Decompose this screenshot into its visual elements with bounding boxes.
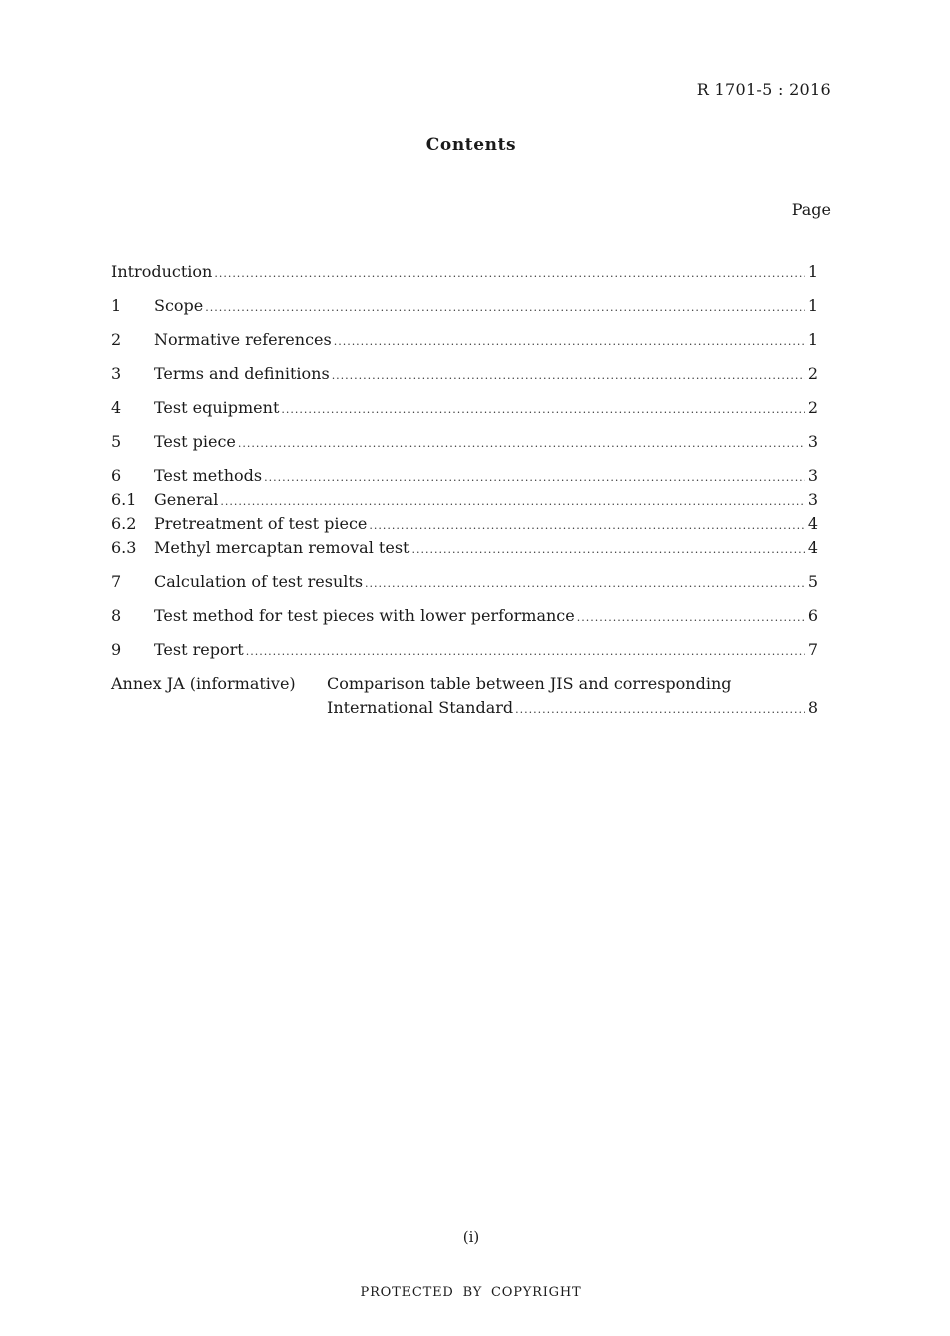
toc-entry-general[interactable] (111, 489, 818, 511)
dot-leader (369, 515, 804, 537)
dot-leader (334, 331, 805, 353)
dot-leader (264, 467, 805, 489)
toc-entry-title: Test piece (154, 432, 236, 451)
dot-leader (411, 539, 804, 561)
toc-entry-test-report[interactable] (111, 639, 818, 661)
dot-leader (281, 399, 804, 421)
toc-entry-number: 7 (111, 572, 122, 591)
toc-entry-title: Methyl mercaptan removal test (154, 538, 410, 557)
toc-entry-test-piece[interactable] (111, 431, 818, 453)
toc-entry-title: Introduction (111, 262, 213, 281)
toc-entry-page: 1 (807, 330, 818, 349)
toc-entry-page: 2 (807, 398, 818, 417)
toc-entry-page: 4 (807, 538, 818, 557)
toc-entry-number: 5 (111, 432, 122, 451)
toc-entry-title: Test method for test pieces with lower performance (154, 606, 575, 625)
page-column-label: Page (791, 200, 831, 219)
toc-entry-page: 2 (807, 364, 818, 383)
toc-entry-normative-references[interactable] (111, 329, 818, 351)
dot-leader (214, 263, 804, 285)
page-title: Contents (425, 135, 517, 155)
toc-entry-page: 3 (807, 490, 818, 509)
toc-entry-test-equipment[interactable] (111, 397, 818, 419)
toc-entry-number: 6 (111, 466, 122, 485)
dot-leader (332, 365, 805, 387)
annex-label: Annex JA (informative) (111, 674, 296, 693)
toc-entry-title: Normative references (154, 330, 332, 349)
annex-title-line2: International Standard (327, 698, 514, 717)
dot-leader (238, 433, 805, 455)
toc-entry-page: 3 (807, 432, 818, 451)
toc-entry-test-method-lower-performance[interactable] (111, 605, 818, 627)
page-number: (i) (462, 1228, 480, 1246)
toc-entry-number: 6.1 (111, 490, 137, 509)
toc-entry-title: General (154, 490, 219, 509)
dot-leader (220, 491, 804, 513)
toc-entry-page: 4 (807, 514, 818, 533)
copyright-notice: PROTECTED BY COPYRIGHT (360, 1285, 582, 1300)
toc-entry-title: Scope (154, 296, 204, 315)
toc-entry-page: 1 (807, 262, 818, 281)
toc-entry-number: 9 (111, 640, 122, 659)
toc-entry-number: 6.2 (111, 514, 137, 533)
toc-entry-number: 8 (111, 606, 122, 625)
dot-leader (515, 699, 805, 721)
toc-entry-page: 3 (807, 466, 818, 485)
toc-entry-number: 3 (111, 364, 122, 383)
toc-entry-title: Calculation of test results (154, 572, 364, 591)
dot-leader (246, 641, 805, 663)
toc-entry-terms-and-definitions[interactable] (111, 363, 818, 385)
toc-entry-number: 6.3 (111, 538, 137, 557)
toc-entry-pretreatment-of-test-piece[interactable] (111, 513, 818, 535)
toc-entry-number: 2 (111, 330, 122, 349)
toc-entry-calculation-of-test-results[interactable] (111, 571, 818, 593)
toc-entry-methyl-mercaptan-removal-test[interactable] (111, 537, 818, 559)
toc-entry-page: 8 (807, 698, 818, 717)
toc-entry-title: Pretreatment of test piece (154, 514, 368, 533)
toc-entry-page: 6 (807, 606, 818, 625)
dot-leader (205, 297, 805, 319)
toc-entry-page: 1 (807, 296, 818, 315)
toc-entry-introduction[interactable] (111, 261, 818, 283)
toc-entry-title: Test equipment (154, 398, 280, 417)
dot-leader (365, 573, 805, 595)
toc-entry-title: Test report (154, 640, 244, 659)
toc-entry-title: Terms and definitions (154, 364, 330, 383)
toc-entry-title: Test methods (154, 466, 263, 485)
toc-entry-page: 7 (807, 640, 818, 659)
toc-entry-number: 1 (111, 296, 122, 315)
toc-entry-test-methods[interactable] (111, 465, 818, 487)
annex-title-row (327, 697, 818, 719)
annex-title-line1: Comparison table between JIS and corresponding (327, 674, 732, 693)
dot-leader (577, 607, 805, 629)
document-id: R 1701-5 : 2016 (696, 80, 831, 99)
toc-entry-scope[interactable] (111, 295, 818, 317)
toc-entry-page: 5 (807, 572, 818, 591)
toc-entry-number: 4 (111, 398, 122, 417)
